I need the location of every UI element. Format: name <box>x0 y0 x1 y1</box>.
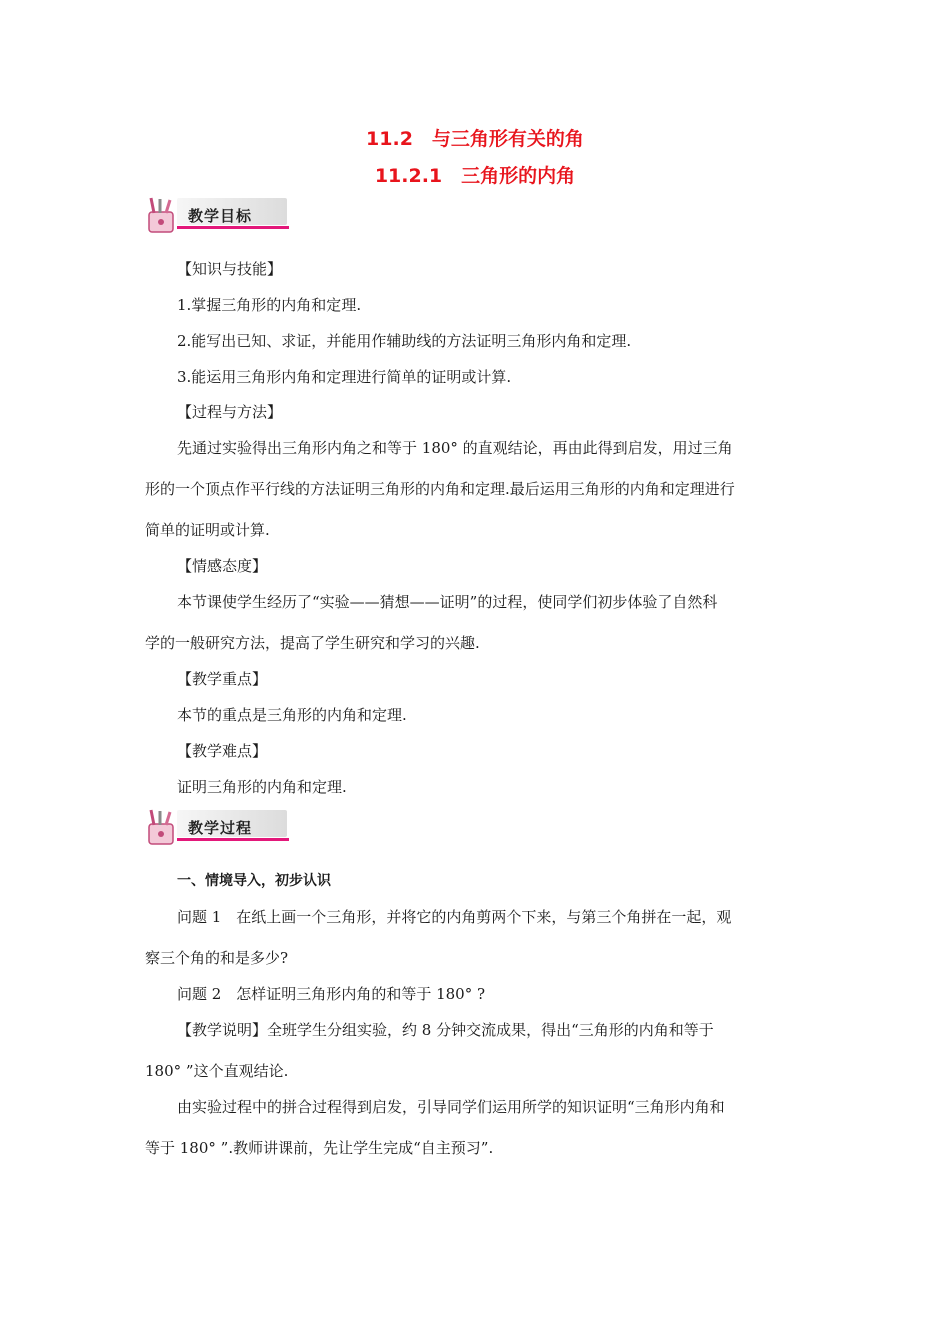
pencil-cup-icon <box>143 196 187 236</box>
paragraph-line: 问题 1 在纸上画一个三角形，并将它的内角剪两个下来，与第三个角拼在一起，观 <box>177 908 732 926</box>
heading-attitude: 【情感态度】 <box>177 557 268 575</box>
paragraph-line: 学的一般研究方法，提高了学生研究和学习的兴趣. <box>145 634 480 652</box>
banner-label: 教学过程 <box>188 819 253 837</box>
paragraph-line: 180° ”这个直观结论. <box>145 1062 289 1080</box>
paragraph-line: 简单的证明或计算. <box>145 521 270 539</box>
objective-item: 1.掌握三角形的内角和定理. <box>177 296 362 314</box>
heading-process: 【过程与方法】 <box>177 403 283 421</box>
paragraph-line: 【教学说明】全班学生分组实验，约 8 分钟交流成果，得出“三角形的内角和等于 <box>177 1021 714 1039</box>
heading-key-point: 【教学重点】 <box>177 670 268 688</box>
section-banner-process <box>143 808 293 848</box>
paragraph-line: 问题 2 怎样证明三角形内角的和等于 180° ? <box>177 985 486 1003</box>
paragraph-line: 先通过实验得出三角形内角之和等于 180° 的直观结论，再由此得到启发，用过三角 <box>177 439 733 457</box>
section-banner-objectives <box>143 196 293 236</box>
paragraph-line: 等于 180° ”.教师讲课前，先让学生完成“自主预习”. <box>145 1139 494 1157</box>
paragraph-line: 本节的重点是三角形的内角和定理. <box>177 706 407 724</box>
objective-item: 3.能运用三角形内角和定理进行简单的证明或计算. <box>177 368 512 386</box>
page-title: 11.2 与三角形有关的角 <box>366 128 584 150</box>
paragraph-line: 本节课使学生经历了“实验——猜想——证明”的过程，使同学们初步体验了自然科 <box>177 593 718 611</box>
heading-knowledge: 【知识与技能】 <box>177 260 283 278</box>
page-subtitle: 11.2.1 三角形的内角 <box>374 165 576 187</box>
paragraph-line: 察三个角的和是多少? <box>145 949 289 967</box>
banner-label: 教学目标 <box>188 207 253 225</box>
heading-difficulty: 【教学难点】 <box>177 742 268 760</box>
objective-item: 2.能写出已知、求证，并能用作辅助线的方法证明三角形内角和定理. <box>177 332 632 350</box>
paragraph-line: 形的一个顶点作平行线的方法证明三角形的内角和定理.最后运用三角形的内角和定理进行 <box>145 480 735 498</box>
paragraph-line: 由实验过程中的拼合过程得到启发，引导同学们运用所学的知识证明“三角形内角和 <box>177 1098 725 1116</box>
pencil-cup-icon <box>143 808 187 848</box>
paragraph-line: 证明三角形的内角和定理. <box>177 778 347 796</box>
section-heading: 一、情境导入，初步认识 <box>177 873 331 889</box>
